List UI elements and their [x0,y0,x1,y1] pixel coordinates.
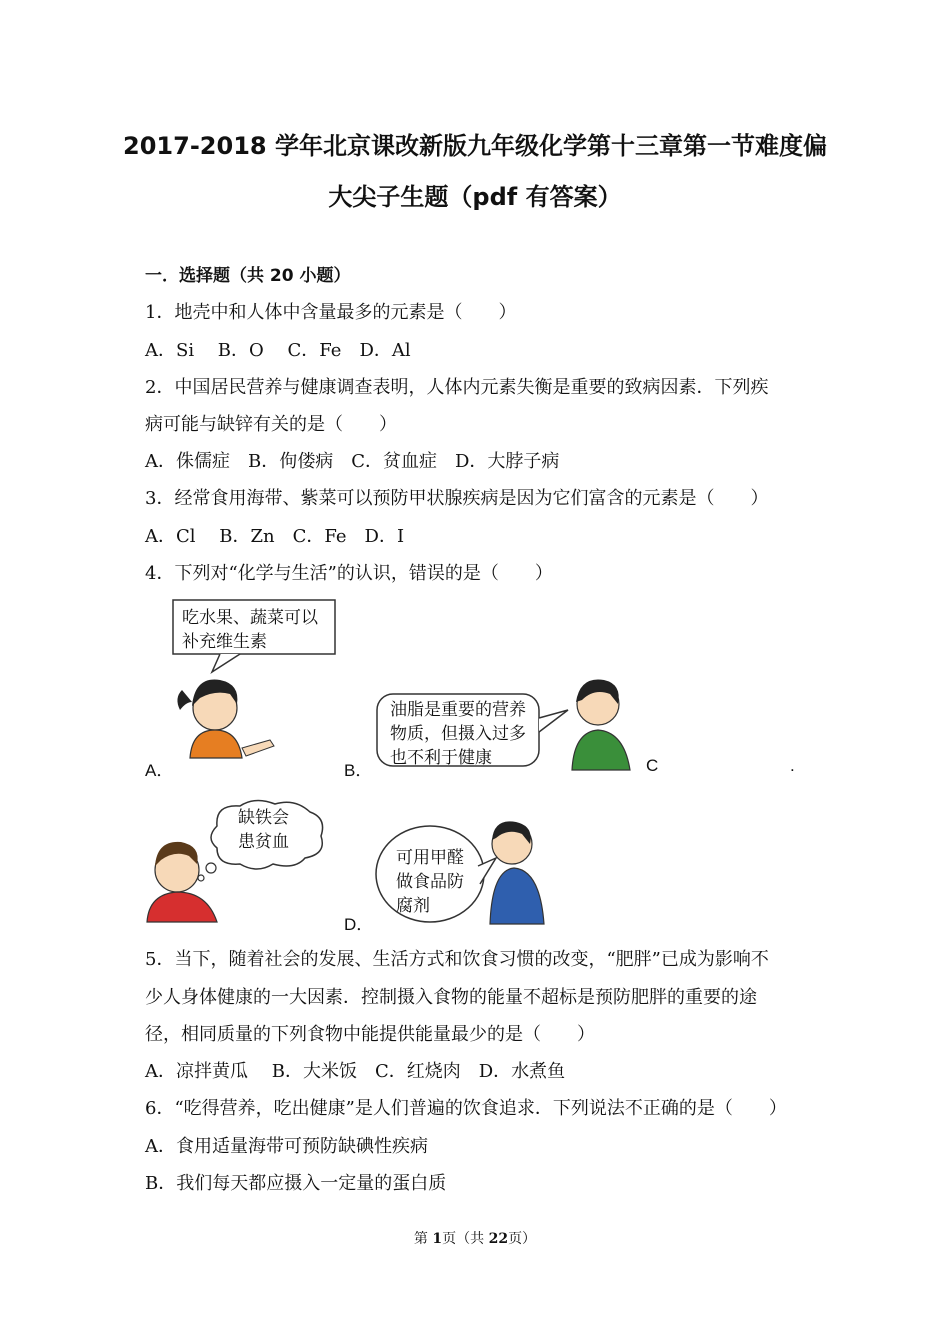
bubble-d-line-1: 可用甲醛 [396,848,464,868]
footer-middle: 页（共 [442,1231,489,1247]
footer-page-number: 1 [432,1231,443,1247]
question-3-stem: 3．经常食用海带、紫菜可以预防甲状腺疾病是因为它们富含的元素是（ ） [145,488,769,509]
question-5-stem-cont-1: 少人身体健康的一大因素．控制摄入食物的能量不超标是预防肥胖的重要的途 [145,987,757,1008]
bubble-d-line-2: 做食品防 [396,872,464,892]
question-6-option-a: A．食用适量海带可预防缺碘性疾病 [145,1136,428,1157]
question-5-stem: 5．当下，随着社会的发展、生活方式和饮食习惯的改变，“肥胖”已成为影响不 [145,949,769,970]
option-c-dot: . [790,756,795,775]
bubble-b-line-2: 物质，但摄入过多 [390,724,526,744]
question-6-option-b: B．我们每天都应摄入一定量的蛋白质 [145,1173,447,1194]
footer-prefix: 第 [413,1231,433,1247]
question-5-options: A．凉拌黄瓜 B．大米饭 C．红烧肉 D．水煮鱼 [145,1061,566,1082]
section-heading: 一．选择题（共 20 小题） [145,266,351,286]
bubble-a-line-2: 补充维生素 [182,632,267,652]
option-c-label: C [646,756,659,775]
bubble-a-line-1: 吃水果、蔬菜可以 [182,608,318,628]
bubble-a-text [182,606,318,654]
option-a-label: A． [145,761,174,780]
bubble-c-line-1: 缺铁会 [238,808,289,828]
option-b-label: B． [344,761,373,780]
bubble-b-line-3: 也不利于健康 [390,748,492,768]
bubble-d-line-3: 腐剂 [396,896,430,916]
question-1-options: A．Si B．O C．Fe D．Al [145,340,411,361]
question-6-stem: 6．“吃得营养，吃出健康”是人们普遍的饮食追求．下列说法不正确的是（ ） [145,1098,787,1119]
footer-suffix: 页） [508,1231,537,1247]
bubble-c-text [238,806,289,854]
option-d-label: D． [344,915,374,934]
bubble-c-line-2: 患贫血 [238,832,289,852]
question-2-stem: 2．中国居民营养与健康调查表明，人体内元素失衡是重要的致病因素．下列疾 [145,377,769,398]
bubble-d-text [396,846,464,918]
question-3-options: A．Cl B．Zn C．Fe D．I [145,526,405,547]
bubble-b-line-1: 油脂是重要的营养 [390,700,526,720]
question-2-stem-cont: 病可能与缺锌有关的是（ ） [145,414,397,435]
bubble-b-text [390,698,526,770]
question-4-stem: 4．下列对“化学与生活”的认识，错误的是（ ） [145,563,553,584]
page-footer [0,1228,950,1248]
question-2-options: A．侏儒症 B．佝偻病 C．贫血症 D．大脖子病 [145,451,560,472]
page-title-line-2: 大尖子生题（pdf 有答案） [328,183,622,211]
footer-total-pages: 22 [488,1231,509,1247]
question-1-stem: 1．地壳中和人体中含量最多的元素是（ ） [145,302,517,323]
page-title-line-1: 2017-2018 学年北京课改新版九年级化学第十三章第一节难度偏 [123,132,827,160]
question-5-stem-cont-2: 径，相同质量的下列食物中能提供能量最少的是（ ） [145,1024,595,1045]
